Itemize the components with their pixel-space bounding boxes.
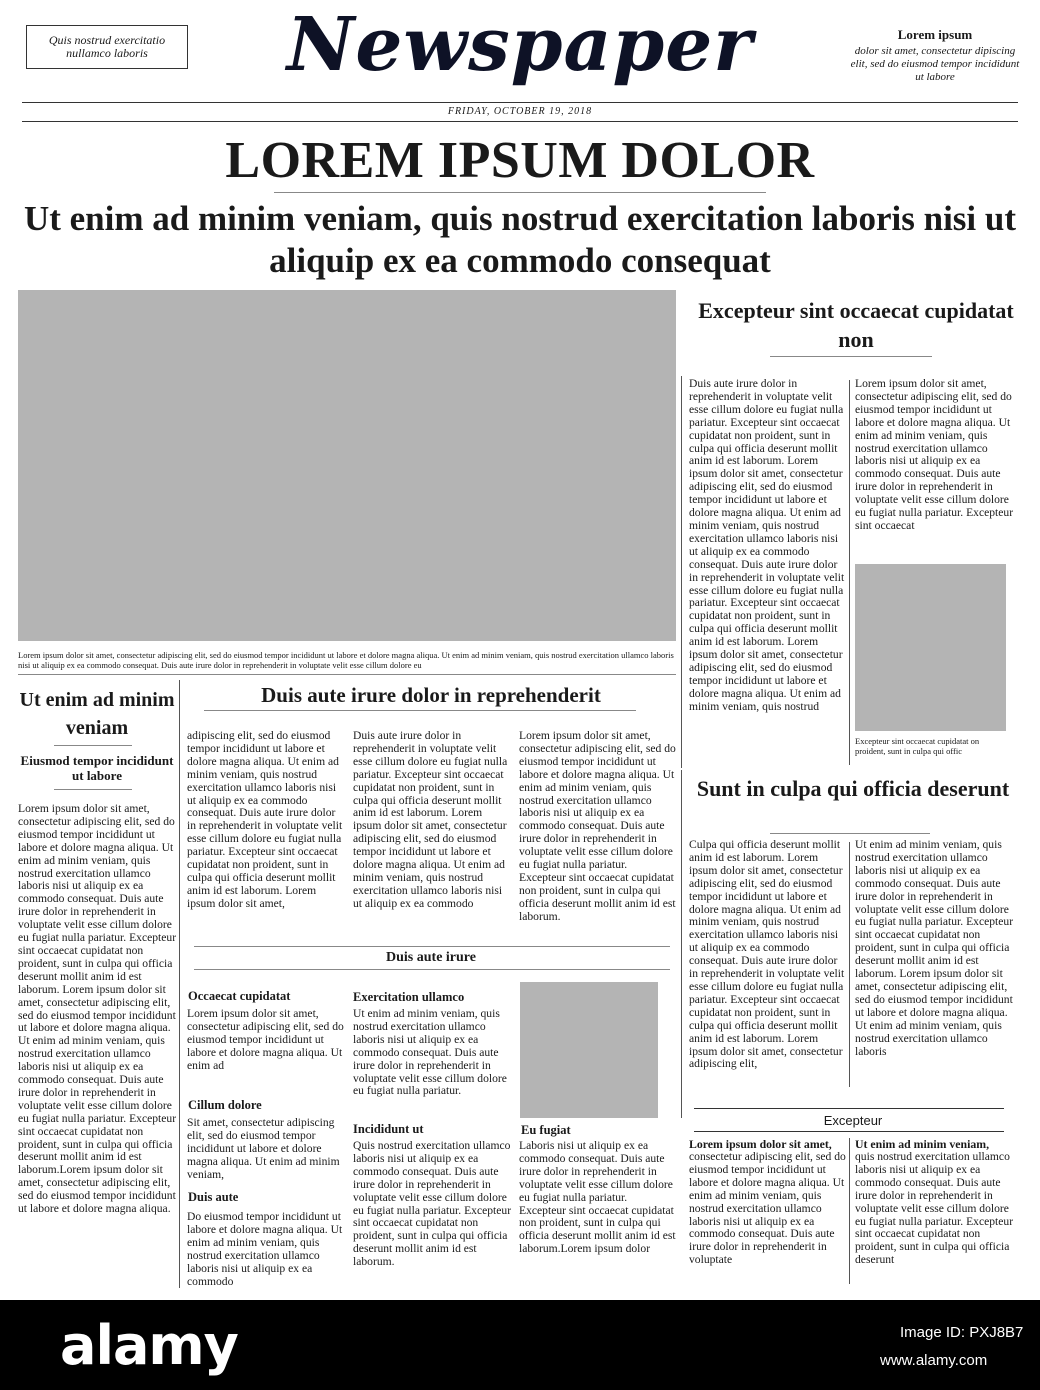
left-subtitle-rule bbox=[54, 789, 132, 790]
masthead: Newspaper bbox=[286, 2, 754, 88]
brief-5-body: Quis nostrud exercitation ullamco laboris nisi ut aliquip ex ea commodo consequat. Duis aute irure dolor in reprehenderit in voluptate velit esse cillum dolore eu fugiat nulla pariatur. Excepteur sint occaecat cupidatat non proident, sunt in culpa qui officia deserunt mollit anim id est laborum. bbox=[353, 1140, 512, 1269]
main-headline: LOREM IPSUM DOLOR bbox=[225, 132, 815, 189]
brief-photo-placeholder bbox=[520, 982, 658, 1118]
brief-4-body: Ut enim ad minim veniam, quis nostrud exercitation ullamco laboris nisi ut aliquip ex ea commodo consequat. Duis aute irure dolor in reprehenderit in voluptate velit esse cillum dolore eu fugiat nulla pariatur. bbox=[353, 1008, 507, 1098]
briefs-rule-top bbox=[194, 946, 670, 947]
excepteur-col1-lead: Lorem ipsum dolor sit amet, bbox=[689, 1137, 832, 1151]
center-story-col1: adipiscing elit, sed do eiusmod tempor incididunt ut labore et dolore magna aliqua. Ut enim ad minim veniam, quis nostrud exercitation ullamco laboris nisi ut aliquip ex ea commodo consequat. Duis aute irure dolor in reprehenderit in voluptate velit esse cillum dolore eu fugiat nulla pariatur. Excepteur sint occaecat cupidatat non proident, sunt in culpa qui officia deserunt mollit anim id est laborum. Lorem ipsum dolor sit amet, bbox=[187, 730, 343, 910]
ear-right-title: Lorem ipsum bbox=[897, 27, 973, 42]
brief-5-title: Incididunt ut bbox=[353, 1122, 424, 1136]
culpa-story-col2: Ut enim ad minim veniam, quis nostrud exercitation ullamco laboris nisi ut aliquip ex ea commodo consequat. Duis aute irure dolor in reprehenderit in voluptate velit esse cillum dolore eu fugiat nulla pariatur. Excepteur sint occaecat cupidatat non proident, sunt in culpa qui officia deserunt mollit anim id est laborum. Lorem ipsum dolor sit amet, consectetur adipiscing elit, sed do eiusmod tempor incididunt ut labore et dolore magna aliqua. Ut enim ad minim veniam, quis nostrud exercitation ullamco laboris bbox=[855, 839, 1014, 1058]
excepteur-inner-divider bbox=[849, 1138, 850, 1284]
left-title-rule bbox=[54, 745, 132, 746]
alamy-logo: alamy bbox=[60, 1314, 238, 1377]
brief-3-body: Do eiusmod tempor incididunt ut labore et dolore magna aliqua. Ut enim ad minim veniam, quis nostrud exercitation ullamco laboris nisi ut aliquip ex ea commodo bbox=[187, 1211, 343, 1288]
main-subhead: Ut enim ad minim veniam, quis nostrud exercitation laboris nisi ut aliquip ex ea commodo consequat bbox=[23, 199, 1017, 280]
ear-left-box bbox=[26, 25, 188, 69]
brief-2-body: Sit amet, consectetur adipiscing elit, sed do eiusmod tempor incididunt ut labore et dolore magna aliqua. Ut enim ad minim veniam, bbox=[187, 1117, 340, 1181]
brief-1-title: Occaecat cupidatat bbox=[188, 989, 291, 1003]
center-title-rule bbox=[204, 710, 636, 711]
right-story-title: Excepteur sint occaecat cupidatat non bbox=[698, 298, 1014, 352]
culpa-inner-divider bbox=[849, 842, 850, 1087]
image-id: Image ID: PXJ8B7 bbox=[900, 1324, 1024, 1341]
left-story-subtitle: Eiusmod tempor incididunt ut labore bbox=[20, 753, 174, 783]
excepteur-col2-lead: Ut enim ad minim veniam, bbox=[855, 1137, 990, 1151]
brief-2-title: Cillum dolore bbox=[188, 1098, 262, 1112]
lead-caption-rule bbox=[18, 674, 676, 675]
culpa-story-title: Sunt in culpa qui officia deserunt bbox=[696, 776, 1010, 801]
center-story-col3: Lorem ipsum dolor sit amet, consectetur adipiscing elit, sed do eiusmod tempor incididunt ut labore et dolore magna aliqua. Ut enim ad minim veniam, quis nostrud exercitation ullamco laboris nisi ut aliquip ex ea commodo consequat. Duis aute irure dolor in reprehenderit in voluptate velit esse cillum dolore eu fugiat nulla pariatur. Excepteur sint occaecat cupidatat non proident, sunt in culpa qui officia deserunt mollit anim id est laborum. bbox=[519, 730, 676, 923]
headline-rule bbox=[274, 192, 766, 193]
right-story-col1: Duis aute irure dolor in reprehenderit in voluptate velit esse cillum dolore eu fugiat nulla pariatur. Excepteur sint occaecat cupidatat non proident, sunt in culpa qui officia deserunt mollit anim id est laborum. Lorem ipsum dolor sit amet, consectetur adipiscing elit, sed do eiusmod tempor incididunt ut labore et dolore magna aliqua. Ut enim ad minim veniam, quis nostrud exercitation ullamco laboris nisi ut aliquip ex ea commodo consequat. Duis aute irure dolor in reprehenderit in voluptate velit esse cillum dolore eu fugiat nulla pariatur. Excepteur sint occaecat cupidatat non proident, sunt in culpa qui officia deserunt mollit anim id est laborum. Lorem ipsum dolor sit amet, consectetur adipiscing elit, sed do eiusmod tempor incididunt ut labore et dolore magna aliqua. Ut enim ad minim veniam, quis nostrud bbox=[689, 378, 845, 713]
left-column-divider bbox=[179, 680, 180, 1288]
header-rule-bottom bbox=[22, 121, 1018, 122]
right-photo-caption: Excepteur sint occaecat cupidatat on proident, sunt in culpa qui offic bbox=[855, 736, 980, 756]
right-photo-placeholder bbox=[855, 564, 1006, 731]
right-title-rule bbox=[770, 356, 932, 357]
excepteur-col1-body: consectetur adipiscing elit, sed do eiusmod tempor incididunt ut labore et dolore magna aliqua. Ut enim ad minim veniam, quis nostrud exercitation ullamco laboris nisi ut aliquip ex ea commodo consequat. Duis aute irure dolor in reprehenderit in voluptate bbox=[689, 1151, 846, 1267]
site-url: www.alamy.com bbox=[880, 1352, 988, 1369]
right-column-divider bbox=[681, 376, 682, 768]
lead-photo-caption: Lorem ipsum dolor sit amet, consectetur adipiscing elit, sed do eiusmod tempor incididunt ut labore et dolore magna aliqua. Ut enim ad minim veniam, quis nostrud exercitation ullamco laboris nisi ut aliquip ex ea commodo consequat. Duis aute irure dolor in reprehenderit in voluptate velit esse cillum dolore eu bbox=[18, 650, 674, 670]
brief-6-title: Eu fugiat bbox=[521, 1123, 571, 1137]
center-story-title: Duis aute irure dolor in reprehenderit bbox=[261, 683, 601, 707]
excepteur-rule-bottom bbox=[694, 1131, 1004, 1132]
lead-photo-placeholder bbox=[18, 290, 676, 641]
center-story-col2: Duis aute irure dolor in reprehenderit in voluptate velit esse cillum dolore eu fugiat nulla pariatur. Excepteur sint occaecat cupidatat non proident, sunt in culpa qui officia deserunt mollit anim id est laborum. Lorem ipsum dolor sit amet, consectetur adipiscing elit, sed do eiusmod tempor incididunt ut labore et dolore magna aliqua. Ut enim ad minim veniam, quis nostrud exercitation ullamco laboris nisi ut aliquip ex ea commodo bbox=[353, 730, 508, 910]
brief-6-body: Laboris nisi ut aliquip ex ea commodo consequat. Duis aute irure dolor in reprehenderit in voluptate velit esse cillum dolore eu fugiat nulla pariatur. Excepteur sint occaecat cupidatat non proident, sunt in culpa qui officia deserunt mollit anim id est laborum.Lorem ipsum dolor bbox=[519, 1140, 676, 1256]
ear-right-text: dolor sit amet, consectetur dipiscing elit, sed do eiusmod tempor incididunt ut labore bbox=[850, 45, 1020, 83]
right-story-col2: Lorem ipsum dolor sit amet, consectetur adipiscing elit, sed do eiusmod tempor incididunt ut labore et dolore magna aliqua. Ut enim ad minim veniam, quis nostrud exercitation ullamco laboris nisi ut aliquip ex ea commodo consequat. Duis aute irure dolor in reprehenderit in voluptate velit esse cillum dolore eu fugiat nulla pariatur. Excepteur sint occaecat bbox=[855, 378, 1014, 532]
briefs-rule-bottom bbox=[194, 969, 670, 970]
excepteur-col2-body: quis nostrud exercitation ullamco laboris nisi ut aliquip ex ea commodo consequat. Duis aute irure dolor in reprehenderit in voluptate velit esse cillum dolore eu fugiat nulla pariatur. Excepteur sint occaecat cupidatat non proident, sunt in culpa qui officia deserunt bbox=[855, 1151, 1014, 1267]
excepteur-rule-top bbox=[694, 1108, 1004, 1109]
brief-1-body: Lorem ipsum dolor sit amet, consectetur adipiscing elit, sed do eiusmod tempor incididunt ut labore et dolore magna aliqua. Ut enim ad bbox=[187, 1008, 344, 1072]
brief-4-title: Exercitation ullamco bbox=[353, 990, 465, 1004]
brief-3-title: Duis aute bbox=[188, 1190, 239, 1204]
header-rule-top bbox=[22, 102, 1018, 103]
right-lower-divider bbox=[681, 770, 682, 1118]
left-story-title: Ut enim ad minim veniam bbox=[19, 689, 175, 739]
excepteur-title: Excepteur bbox=[823, 1113, 883, 1128]
briefs-section-title: Duis aute irure bbox=[386, 950, 476, 965]
left-story-body: Lorem ipsum dolor sit amet, consectetur adipiscing elit, sed do eiusmod tempor incididunt ut labore et dolore magna aliqua. Ut enim ad minim veniam, quis nostrud exercitation ullamco laboris nisi ut aliquip ex ea commodo consequat. Duis aute irure dolor in reprehenderit in voluptate velit esse cillum dolore eu fugiat nulla pariatur. Excepteur sint occaecat cupidatat non proident, sunt in culpa qui officia deserunt mollit anim id est laborum. Lorem ipsum dolor sit amet, consectetur adipiscing elit, sed do eiusmod tempor incididunt ut labore et dolore magna aliqua. Ut enim ad minim veniam, quis nostrud exercitation ullamco laboris nisi ut aliquip ex ea commodo consequat. Duis aute irure dolor in reprehenderit in voluptate velit esse cillum dolore eu fugiat nulla pariatur. Excepteur sint occaecat cupidatat non proident, sunt in culpa qui officia deserunt mollit anim id est laborum.Lorem ipsum dolor sit amet, consectetur adipiscing elit, sed do eiusmod tempor incididunt ut labore et dolore magna aliqua. bbox=[18, 803, 177, 1216]
dateline: FRIDAY, OCTOBER 19, 2018 bbox=[447, 106, 593, 117]
right-inner-divider bbox=[849, 380, 850, 765]
ear-left-text: Quis nostrud exercitatio nullamco laboris bbox=[48, 33, 166, 60]
culpa-title-rule bbox=[770, 833, 930, 834]
culpa-story-col1: Culpa qui officia deserunt mollit anim id est laborum. Lorem ipsum dolor sit amet, consectetur adipiscing elit, sed do eiusmod tempor incididunt ut labore et dolore magna aliqua. Ut enim ad minim veniam, quis nostrud exercitation ullamco laboris nisi ut aliquip ex ea commodo consequat. Duis aute irure dolor in reprehenderit in voluptate velit esse cillum dolore eu fugiat nulla pariatur. Excepteur sint occaecat cupidatat non proident, sunt in culpa qui officia deserunt mollit anim id est laborum. Lorem ipsum dolor sit amet, consectetur adipiscing elit, bbox=[689, 839, 845, 1071]
